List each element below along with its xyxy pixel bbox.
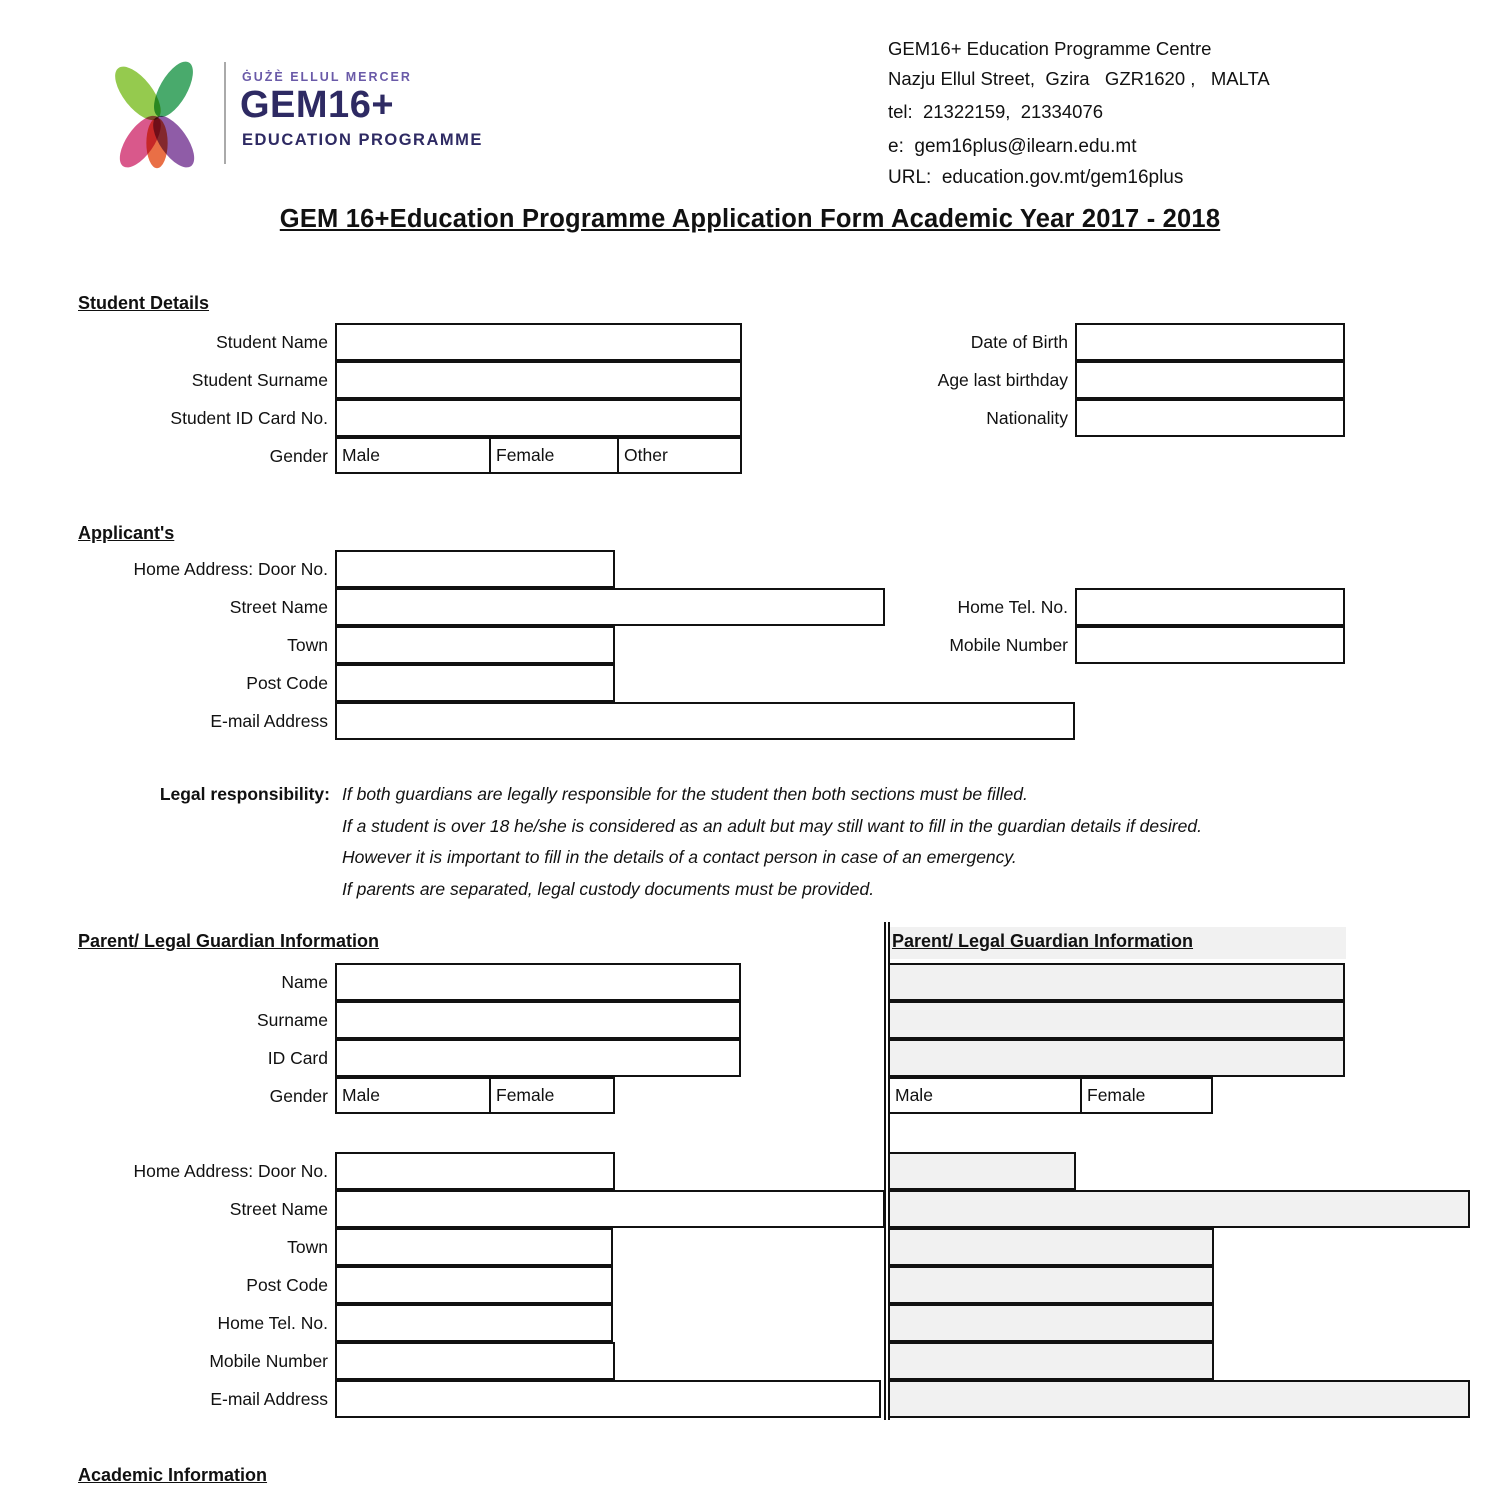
guardian-home-tel-label: Home Tel. No. [217,1313,328,1333]
guardian-email-label: E-mail Address [210,1389,328,1409]
guardian1-email-input[interactable] [335,1380,881,1418]
guardian2-id-input[interactable] [888,1039,1345,1077]
student-name-input[interactable] [335,323,742,361]
applicant-email-label: E-mail Address [210,711,328,731]
logo-divider [224,62,226,164]
nationality-input[interactable] [1075,399,1345,437]
legal-responsibility-text [342,779,1442,905]
guardian1-postcode-input[interactable] [335,1266,613,1304]
applicant-postcode-input[interactable] [335,664,615,702]
guardian1-mobile-input[interactable] [335,1342,615,1380]
logo-name: GEM16+ [240,84,395,126]
applicant-street-input[interactable] [335,588,885,626]
guardian1-id-label: ID Card [267,1048,328,1068]
guardian1-gender-label: Gender [269,1086,328,1106]
applicant-mobile-label: Mobile Number [949,635,1068,655]
guardian-mobile-label: Mobile Number [209,1351,328,1371]
logo-butterfly-icon [98,50,216,174]
age-input[interactable] [1075,361,1345,399]
student-name-label: Student Name [216,332,328,352]
nationality-label: Nationality [986,408,1068,428]
guardian-street-label: Street Name [229,1199,328,1219]
guardian1-door-input[interactable] [335,1152,615,1190]
applicant-mobile-input[interactable] [1075,626,1345,664]
applicant-postcode-label: Post Code [246,673,328,693]
guardian2-email-input[interactable] [888,1380,1470,1418]
guardian2-home-tel-input[interactable] [888,1304,1214,1342]
contact-url: URL: education.gov.mt/gem16plus [888,167,1184,188]
guardian-town-label: Town [287,1237,328,1257]
academic-heading: Academic Information [78,1465,268,1485]
student-gender-male-cell[interactable]: Male [342,445,380,465]
guardian1-id-input[interactable] [335,1039,741,1077]
logo-tagline: ĠUŻÈ ELLUL MERCER [242,70,412,84]
student-gender-other-cell[interactable]: Other [617,439,740,472]
contact-email: e: gem16plus@ilearn.edu.mt [888,136,1137,157]
guardian1-town-input[interactable] [335,1228,613,1266]
applicant-door-label: Home Address: Door No. [133,559,328,579]
guardian2-street-input[interactable] [888,1190,1470,1228]
applicant-email-input[interactable] [335,702,1075,740]
contact-address: Nazju Ellul Street, Gzira GZR1620 , MALTA [888,68,1270,89]
legal-line-3: However it is important to fill in the details of a contact person in case of an emergency. [342,847,1017,867]
applicant-home-tel-label: Home Tel. No. [957,597,1068,617]
guardian1-gender-female-cell[interactable]: Female [489,1079,613,1112]
student-id-input[interactable] [335,399,742,437]
guardian1-gender-male-cell[interactable]: Male [342,1085,380,1105]
legal-responsibility-label: Legal responsibility: [159,784,330,804]
guardian2-door-input[interactable] [888,1152,1076,1190]
applicant-town-input[interactable] [335,626,615,664]
guardian1-name-input[interactable] [335,963,741,1001]
applicant-home-tel-input[interactable] [1075,588,1345,626]
form-title-wrap [0,205,1500,234]
dob-label: Date of Birth [970,332,1068,352]
applicant-heading: Applicant's [78,523,175,543]
guardian2-name-input[interactable] [888,963,1345,1001]
guardian-postcode-label: Post Code [246,1275,328,1295]
guardian1-heading: Parent/ Legal Guardian Information [78,931,380,951]
guardian2-gender-strip [888,1077,1213,1114]
guardian2-postcode-input[interactable] [888,1266,1214,1304]
legal-line-4: If parents are separated, legal custody documents must be provided. [342,878,875,899]
logo-subtitle: EDUCATION PROGRAMME [242,131,483,149]
guardian1-surname-input[interactable] [335,1001,741,1039]
dob-input[interactable] [1075,323,1345,361]
age-label: Age last birthday [937,370,1068,390]
guardian1-street-input[interactable] [335,1190,885,1228]
student-details-heading: Student Details [78,293,210,313]
guardian2-town-input[interactable] [888,1228,1214,1266]
student-id-label: Student ID Card No. [170,408,328,428]
legal-line-1: If both guardians are legally responsible for the student then both sections must be filled. [342,784,1028,804]
student-gender-strip [335,437,742,474]
guardian2-surname-input[interactable] [888,1001,1345,1039]
applicant-door-input[interactable] [335,550,615,588]
student-gender-label: Gender [269,446,328,466]
contact-tel: tel: 21322159, 21334076 [888,101,1103,122]
guardian2-gender-male-cell[interactable]: Male [895,1085,933,1105]
student-surname-input[interactable] [335,361,742,399]
student-gender-female-cell[interactable]: Female [489,439,617,472]
guardian-door-label: Home Address: Door No. [133,1161,328,1181]
guardian1-gender-strip [335,1077,615,1114]
applicant-street-label: Street Name [229,597,328,617]
student-surname-label: Student Surname [191,370,328,390]
guardian2-gender-female-cell[interactable]: Female [1080,1079,1211,1112]
applicant-town-label: Town [287,635,328,655]
guardian1-home-tel-input[interactable] [335,1304,613,1342]
contact-centre: GEM16+ Education Programme Centre [888,38,1212,59]
guardian1-name-label: Name [281,972,328,992]
guardian2-heading: Parent/ Legal Guardian Information [892,931,1194,951]
form-title: GEM 16+Education Programme Application Form Academic Year 2017 - 2018 [279,205,1221,233]
guardian2-mobile-input[interactable] [888,1342,1214,1380]
guardian1-surname-label: Surname [256,1010,328,1030]
legal-line-2: If a student is over 18 he/she is considered as an adult but may still want to fill in the guardian details if desired. [342,815,1202,836]
